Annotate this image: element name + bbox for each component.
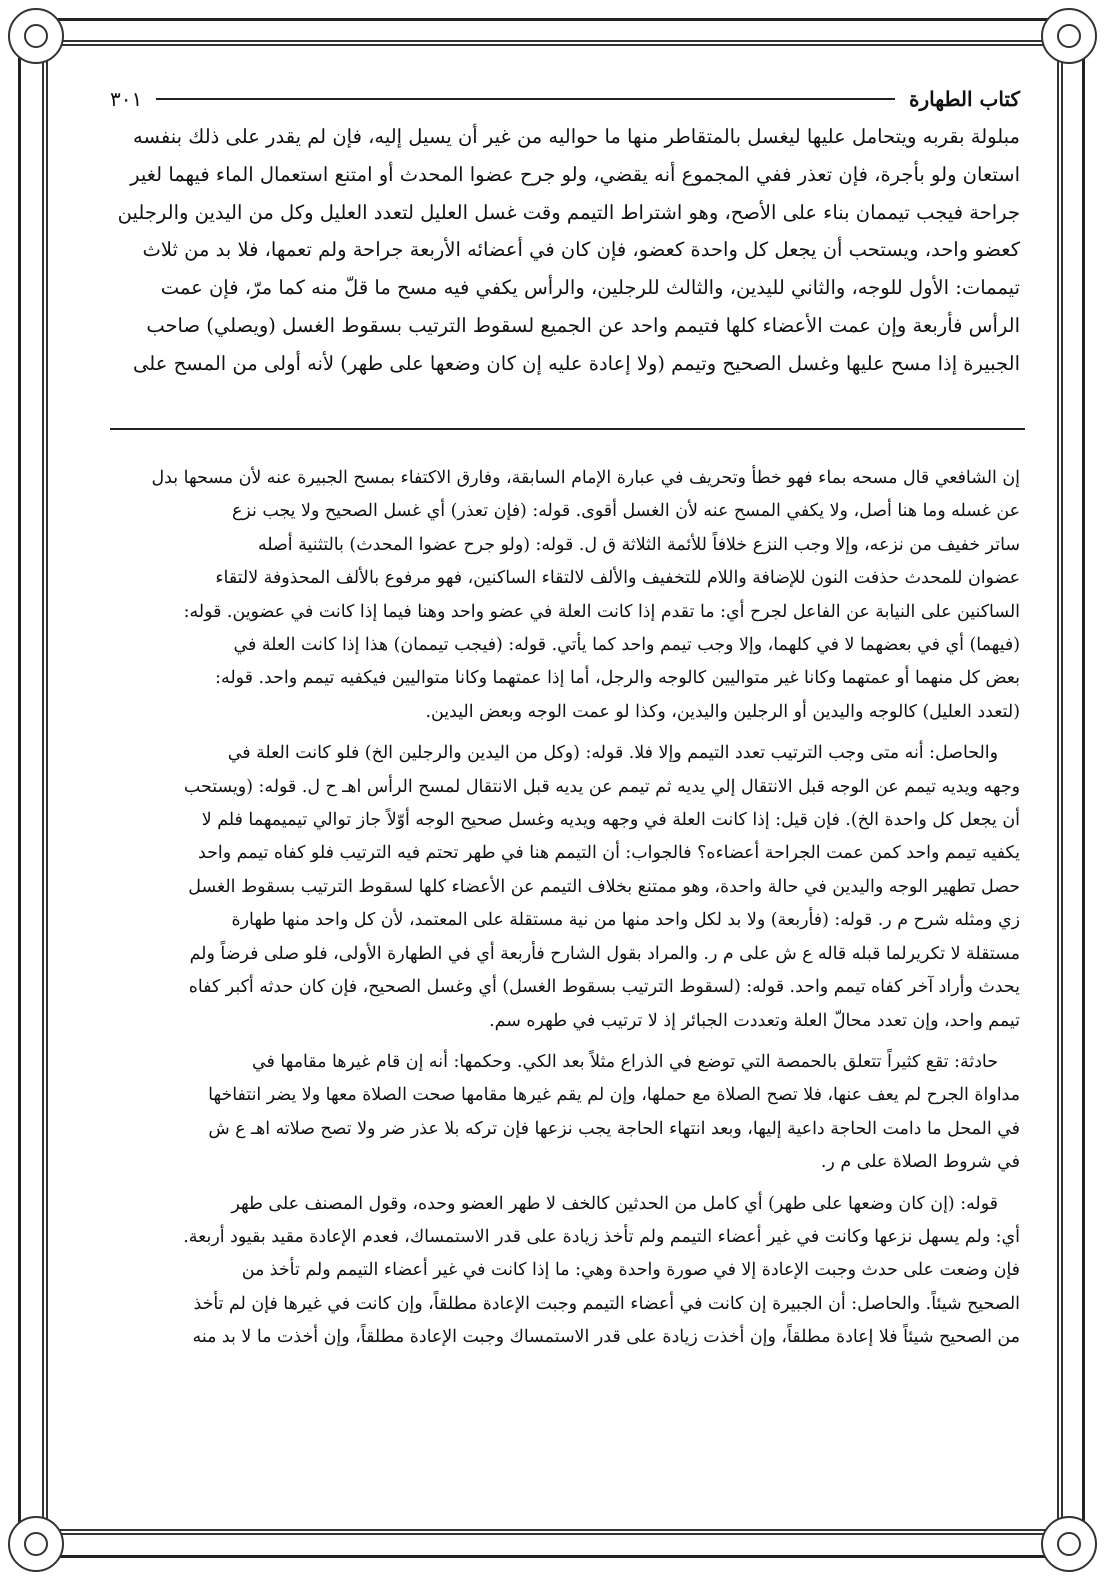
commentary-line: والحاصل: أنه متى وجب الترتيب تعدد التيمم وإلا فلا. قوله: (وكل من اليدين والرجلين الخ) فلو كانت العلة في [227, 743, 998, 764]
corner-ornament-bottom-left [8, 1516, 64, 1572]
main-text-line: الرأس فأربعة وإن عمت الأعضاء كلها فتيمم واحد عن الجميع لسقوط الترتيب بسقوط الغسل (ويصلي) صاحب [146, 313, 1020, 337]
commentary-line: تيمم واحد، وإن تعدد محالّ العلة وتعددت الجبائر إذ لا ترتيب في طهره سم. [489, 1010, 1020, 1031]
commentary-line: بعض كل منهما أو عمتهما وكانا غير متواليين كالوجه والرجل، أما إذا عمتهما وكانا متواليين فيكفيه تيمم واحد. قوله: [215, 668, 1020, 689]
commentary-line: من الصحيح شيئاً فلا إعادة مطلقاً، وإن أخذت زيادة على قدر الاستمساك وجبت الإعادة مطلقاً، وإن أخذت ما لا بد منه [192, 1327, 1020, 1348]
commentary-line: (فيهما) أي في بعضهما لا في كلهما، وإلا وجب تيمم واحد كما يأتي. قوله: (فيجب تيممان) هذا إذا كانت العلة في [233, 635, 1020, 656]
main-text-line: مبلولة بقربه ويتحامل عليها ليغسل بالمتقاطر منها ما حواليه من غير أن يسيل إليه، فإن لم يقدر على ذلك بنفسه [133, 125, 1020, 148]
paragraph-gap [110, 729, 1020, 737]
commentary-line: الصحيح شيئاً. والحاصل: أن الجبيرة إن كانت في أعضاء التيمم وجبت الإعادة مطلقاً، وإن كانت في غيرها فإن لم تأخذ [193, 1293, 1020, 1314]
commentary-line: يكفيه تيمم واحد كمن عمت الجراحة أعضاءه؟ فالجواب: أن التيمم هنا في طهر تحتم فيه الترتيب فلو كفاه تيمم واحد [197, 843, 1020, 864]
running-header [110, 82, 1020, 116]
commentary-line: في المحل ما دامت الحاجة داعية إليها، وبعد انتهاء الحاجة يجب نزعها فإن تركه بلا عذر ضر ولا تصح صلاته اهـ ع ش [208, 1118, 1020, 1139]
commentary-line: الساكنين على النيابة عن الفاعل لجرح أي: ما تقدم إذا كانت العلة في عضو واحد وهنا فيما إذا كانت في عضوين. قوله: [183, 601, 1020, 622]
commentary-line: أن يجعل كل واحدة الخ). فإن قيل: إذا كانت العلة في وجهه ويديه وغسل صحيح الوجه أوّلاً جاز توالي تيميمهما فلم لا [201, 810, 1020, 831]
book-title: كتاب الطهارة [909, 87, 1020, 111]
header-rule [156, 98, 895, 100]
paragraph-gap [110, 1180, 1020, 1188]
commentary-line: عن غسله وما هنا أصل، ولا يكفي المسح عنه لأن الغسل أقوى. قوله: (فإن تعذر) أي غسل الصحيح ولا يجب نزع [232, 501, 1020, 522]
commentary-line: يحدث وأراد آخر كفاه تيمم واحد. قوله: (لسقوط الترتيب بسقوط الغسل) أي وغسل الصحيح، فإن كان حدثه أكبر كفاه [188, 977, 1020, 998]
main-text-line: تيممات: الأول للوجه، والثاني لليدين، والثالث للرجلين، والرأس يكفي فيه مسح ما قلّ منه كما مرّ، فإن عمت [160, 276, 1020, 300]
commentary-line: وجهه ويديه تيمم عن الوجه قبل الانتقال إلي يديه ثم تيمم عن يديه قبل الانتقال لمسح الرأس اهـ ح ل. قوله: (ويستحب [183, 776, 1020, 797]
page-number: ٣٠١ [110, 87, 143, 111]
footnote-separator [110, 428, 1025, 430]
commentary-line: عضوان للمحدث حذفت النون للإضافة واللام للتخفيف والألف لالتقاء الساكنين، فهو مرفوع بالألف المحذوفة لالتقاء [215, 568, 1020, 589]
commentary-line: زي ومثله شرح م ر. قوله: (فأربعة) ولا بد لكل واحد منها من نية مستقلة على المعتمد، لأن كل واحد منها طهارة [231, 910, 1020, 931]
commentary-line: إن الشافعي قال مسحه بماء فهو خطأ وتحريف في عبارة الإمام السابقة، وفارق الاكتفاء بمسح الجبيرة عنه لأن مسحها بدل [151, 468, 1020, 488]
main-text-line: الجبيرة إذا مسح عليها وغسل الصحيح وتيمم (ولا إعادة عليه إن كان وضعها على طهر) لأنه أولى من المسح على [133, 351, 1020, 375]
commentary-line: ساتر خفيف من نزعه، وإلا وجب النزع خلافاً للأئمة الثلاثة ق ل. قوله: (ولو جرح عضوا المحدث) بالتثنية أصله [257, 534, 1020, 555]
commentary-line: مداواة الجرح لم يعف عنها، فلا تصح الصلاة مع حملها، وإن لم يقم غيرها مقامها صحت الصلاة معها ولا يضر انتفاخها [208, 1085, 1020, 1106]
corner-ornament-bottom-right [1041, 1516, 1097, 1572]
corner-ornament-top-right [1041, 8, 1097, 64]
main-text-line: استعان ولو بأجرة، فإن تعذر ففي المجموع أنه يقضي، ولو جرح عضوا المحدث أو امتنع استعمال الماء فيهما لغير [130, 162, 1020, 186]
corner-ornament-top-left [8, 8, 64, 64]
commentary-body [110, 462, 1020, 1517]
main-text-line: جراحة فيجب تيممان بناء على الأصح، وهو اشتراط التيمم وقت غسل العليل لتعدد العليل وكل من اليدين والرجلين [117, 200, 1020, 224]
commentary-line: حصل تطهير الوجه واليدين في حالة واحدة، وهو ممتنع بخلاف التيمم عن الأعضاء كلها لسقوط الترتيب بسقوط الغسل [188, 876, 1020, 897]
commentary-line: حادثة: تقع كثيراً تتعلق بالحمصة التي توضع في الذراع مثلاً بعد الكي. وحكمها: أنه إن قام غيرها مقامها في [252, 1051, 998, 1072]
commentary-line: فإن وضعت على حدث وجبت الإعادة إلا في صورة واحدة وهي: ما إذا كانت في غير أعضاء التيمم ولم تأخذ من [241, 1260, 1020, 1281]
commentary-line: في شروط الصلاة على م ر. [820, 1152, 1020, 1173]
paragraph-gap [110, 1038, 1020, 1046]
commentary-line: أي: ولم يسهل نزعها وكانت في غير أعضاء التيمم ولم تأخذ زيادة على قدر الاستمساك، فعدم الإعادة مقيد بقيود أربعة. [183, 1226, 1020, 1247]
main-text-line: كعضو واحد، ويستحب أن يجعل كل واحدة كعضو، فإن كان في أعضائه الأربعة جراحة ولم تعمها، فلا بد من ثلاث [142, 238, 1020, 262]
main-text-body [110, 118, 1020, 423]
commentary-line: مستقلة لا تكريرلما قبله قاله ع ش على م ر. والمراد بقول الشارح فأربعة أي في الطهارة الأولى، فلو صلى فرضاً ولم [189, 943, 1020, 964]
commentary-line: (لتعدد العليل) كالوجه واليدين أو الرجلين واليدين، وكذا لو عمت الوجه وبعض اليدين. [425, 701, 1020, 722]
commentary-line: قوله: (إن كان وضعها على طهر) أي كامل من الحدثين كالخف لا طهر العضو وحده، وقول المصنف على طهر [231, 1193, 998, 1214]
